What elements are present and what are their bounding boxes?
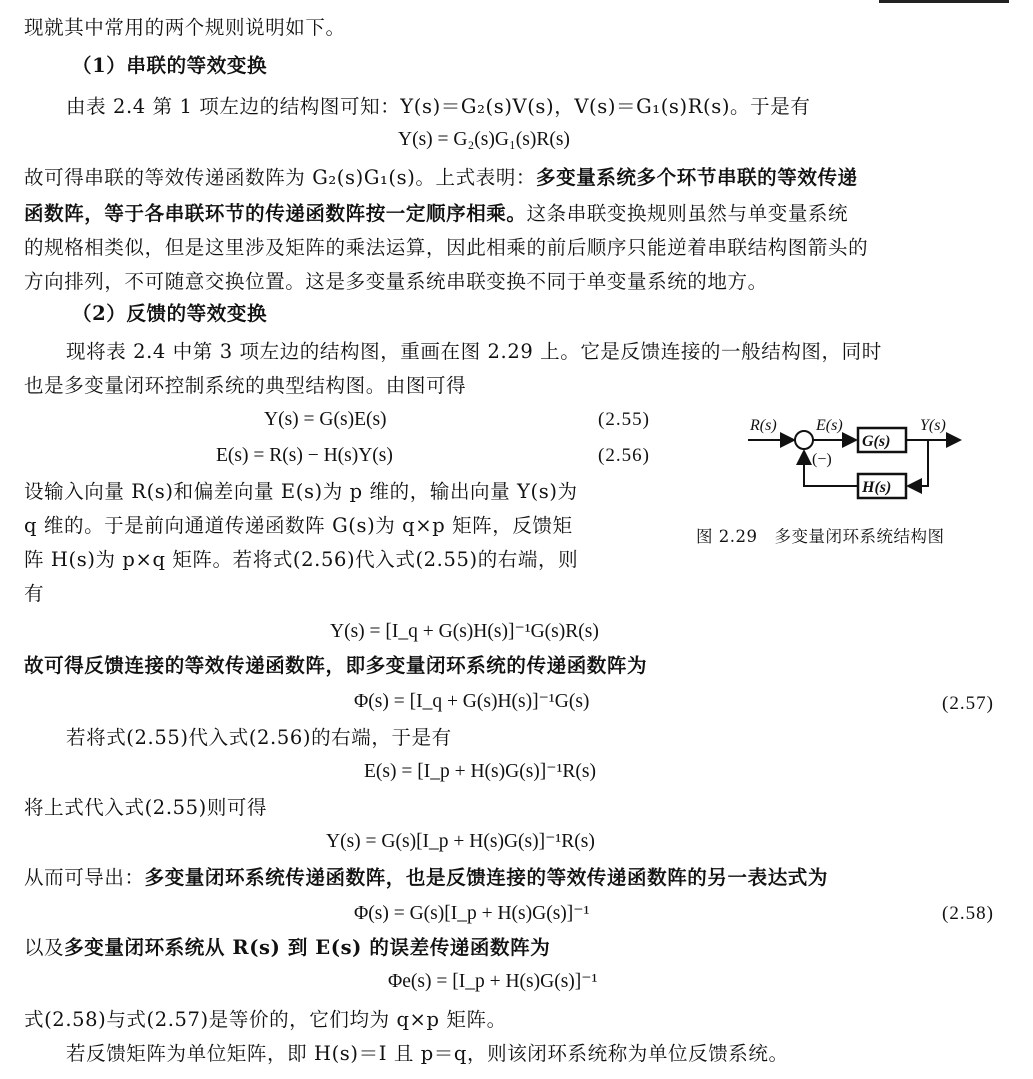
text-line: 阵 H(s)为 p×q 矩阵。若将式(2.56)代入式(2.55)的右端，则 xyxy=(24,548,579,571)
text-line xyxy=(24,934,1017,962)
text-line: 有 xyxy=(24,582,45,605)
feedback-path-right xyxy=(908,440,928,486)
text-line: 方向排列，不可随意交换位置。这是多变量系统串联变换不同于单变量系统的地方。 xyxy=(24,270,768,293)
section-heading-feedback: （2）反馈的等效变换 xyxy=(72,302,268,325)
summing-junction xyxy=(795,431,813,449)
text-line: 也是多变量闭环控制系统的典型结构图。由图可得 xyxy=(24,374,467,397)
text-line xyxy=(24,200,1017,228)
text-span: 以及 xyxy=(24,936,65,959)
equation: Y(s) = [I_q + G(s)H(s)]⁻¹G(s)R(s) xyxy=(330,621,599,642)
equation-number: (2.56) xyxy=(598,445,650,466)
text-line: 若将式(2.55)代入式(2.56)的右端，于是有 xyxy=(66,726,452,749)
equation-number: (2.57) xyxy=(942,693,994,714)
label-e: E(s) xyxy=(816,417,843,434)
text-line: 的规格相类似，但是这里涉及矩阵的乘法运算，因此相乘的前后顺序只能逆着串联结构图箭头的 xyxy=(24,236,869,259)
text-line: 若反馈矩阵为单位矩阵，即 H(s)＝I 且 p＝q，则该闭环系统称为单位反馈系统。 xyxy=(66,1042,789,1065)
text-line: q 维的。于是前向通道传递函数阵 G(s)为 q×p 矩阵，反馈矩 xyxy=(24,514,573,537)
equation-number: (2.55) xyxy=(598,409,650,430)
equation-number: (2.58) xyxy=(942,903,994,924)
text-line: 故可得反馈连接的等效传递函数阵，即多变量闭环系统的传递函数阵为 xyxy=(24,654,648,677)
text-span: 故可得串联的等效传递函数阵为 G₂(s)G₁(s)。上式表明： xyxy=(24,166,537,189)
text-line: 现就其中常用的两个规则说明如下。 xyxy=(24,16,346,39)
emphasis-text: 函数阵，等于各串联环节的传递函数阵按一定顺序相乘。 xyxy=(24,202,527,225)
equation-2-56: E(s) = R(s) − H(s)Y(s) xyxy=(216,445,393,466)
equation-2-58: Φ(s) = G(s)[I_p + H(s)G(s)]⁻¹ xyxy=(354,903,590,924)
text-line: 设输入向量 R(s)和偏差向量 E(s)为 p 维的，输出向量 Y(s)为 xyxy=(24,480,578,503)
top-rule xyxy=(879,0,1009,3)
equation: Φe(s) = [I_p + H(s)G(s)]⁻¹ xyxy=(388,971,598,992)
label-minus: (−) xyxy=(812,451,832,468)
text-span: 这条串联变换规则虽然与单变量系统 xyxy=(526,202,849,225)
text-line: 式(2.58)与式(2.57)是等价的，它们均为 q×p 矩阵。 xyxy=(24,1008,507,1031)
text-line xyxy=(24,864,1017,892)
equation: Y(s) = G(s)[I_p + H(s)G(s)]⁻¹R(s) xyxy=(326,831,595,852)
block-diagram xyxy=(748,408,968,508)
emphasis-text: 多变量系统多个环节串联的等效传递 xyxy=(536,166,858,189)
text-line: 现将表 2.4 中第 3 项左边的结构图，重画在图 2.29 上。它是反馈连接的一般结构图，同时 xyxy=(66,340,882,363)
label-r: R(s) xyxy=(750,417,777,434)
emphasis-text: 多变量闭环系统传递函数阵，也是反馈连接的等效传递函数阵的另一表达式为 xyxy=(144,866,829,889)
text-line: 将上式代入式(2.55)则可得 xyxy=(24,796,268,819)
label-y: Y(s) xyxy=(920,417,946,434)
figure-caption: 图 2.29 多变量闭环系统结构图 xyxy=(696,527,945,546)
equation: E(s) = [I_p + H(s)G(s)]⁻¹R(s) xyxy=(364,761,597,782)
equation-2-57: Φ(s) = [I_q + G(s)H(s)]⁻¹G(s) xyxy=(354,691,590,712)
equation-2-55: Y(s) = G(s)E(s) xyxy=(264,409,387,430)
label-g: G(s) xyxy=(862,433,891,450)
equation: Y(s) = G₂(s)G₁(s)R(s) xyxy=(398,129,570,150)
text-line: 由表 2.4 第 1 项左边的结构图可知：Y(s)＝G₂(s)V(s)，V(s)＝G₁(s)R(s)。于是有 xyxy=(66,95,811,118)
section-heading-series: （1）串联的等效变换 xyxy=(72,54,268,77)
emphasis-text: 多变量闭环系统从 R(s) 到 E(s) 的误差传递函数阵为 xyxy=(64,936,551,959)
text-span: 从而可导出： xyxy=(24,866,145,889)
label-h: H(s) xyxy=(862,479,892,496)
text-line xyxy=(24,164,1017,192)
